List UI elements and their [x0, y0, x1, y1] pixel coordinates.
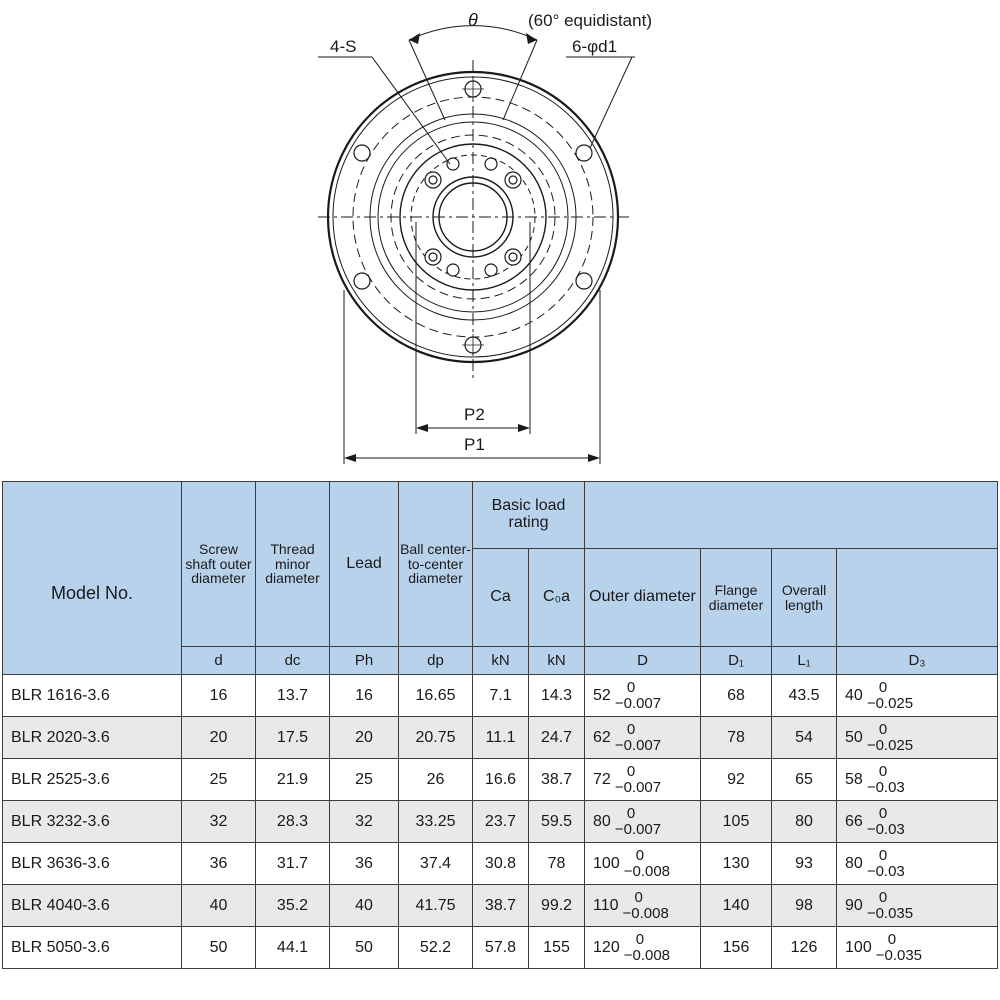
- header-unit-ca: kN: [473, 647, 529, 675]
- tolerance-lower: −0.035: [875, 946, 923, 964]
- c0a-cell: 99.2: [529, 885, 585, 927]
- tapped-hole: [509, 176, 517, 184]
- tolerance-lower: −0.007: [614, 736, 662, 754]
- tolerance-lower: −0.025: [866, 736, 914, 754]
- header-symbol-ph: Ph: [330, 647, 399, 675]
- d3-cell: [837, 927, 998, 969]
- flange-diameter-cell: 130: [701, 843, 772, 885]
- p2-label: P2: [464, 405, 485, 424]
- tolerance-base: 100: [593, 854, 620, 872]
- tolerance-upper: 0: [635, 846, 645, 864]
- ph-cell: 32: [330, 801, 399, 843]
- tolerance-upper: 0: [878, 888, 888, 906]
- tolerance-lower: −0.025: [866, 694, 914, 712]
- overall-length-cell: 54: [772, 717, 837, 759]
- header-thread-minor-diameter: Thread minor diameter: [256, 482, 330, 647]
- overall-length-cell: 43.5: [772, 675, 837, 717]
- dc-cell: 28.3: [256, 801, 330, 843]
- c0a-cell: 14.3: [529, 675, 585, 717]
- specification-table: [2, 481, 998, 969]
- table-row: [3, 717, 998, 759]
- c0a-cell: 78: [529, 843, 585, 885]
- small-hole: [485, 264, 497, 276]
- p1-label: P1: [464, 435, 485, 454]
- ca-cell: 7.1: [473, 675, 529, 717]
- tolerance-base: 80: [845, 854, 863, 872]
- p1-arrow-left: [344, 454, 356, 462]
- dp-cell: 52.2: [399, 927, 473, 969]
- tolerance-base: 66: [845, 812, 863, 830]
- flange-diameter-cell: 78: [701, 717, 772, 759]
- theta-label: θ: [468, 10, 478, 30]
- header-symbol-D3: D₃: [837, 647, 998, 675]
- dc-cell: 31.7: [256, 843, 330, 885]
- d3-cell: [837, 885, 998, 927]
- d3-cell: [837, 759, 998, 801]
- outer-diameter-cell: [585, 759, 701, 801]
- tolerance-upper: 0: [635, 930, 645, 948]
- theta-arrow-left: [409, 33, 420, 44]
- tolerance-upper: 0: [626, 762, 636, 780]
- dp-cell: 41.75: [399, 885, 473, 927]
- d-cell: 50: [182, 927, 256, 969]
- overall-length-cell: 98: [772, 885, 837, 927]
- tolerance-lower: −0.008: [622, 904, 669, 922]
- tap-label: 4-S: [330, 37, 357, 56]
- d-cell: 20: [182, 717, 256, 759]
- flange-diameter-cell: 156: [701, 927, 772, 969]
- c0a-cell: 155: [529, 927, 585, 969]
- overall-length-cell: 65: [772, 759, 837, 801]
- tolerance-upper: 0: [887, 930, 897, 948]
- header-nut-dimensions: [585, 482, 998, 549]
- tapped-hole: [429, 176, 437, 184]
- model-cell: BLR 5050-3.6: [3, 927, 182, 969]
- mounting-hole: [354, 145, 370, 161]
- p2-arrow-left: [416, 424, 428, 432]
- d-cell: 36: [182, 843, 256, 885]
- tolerance-lower: −0.008: [623, 946, 671, 964]
- tolerance-lower: −0.008: [623, 862, 671, 880]
- d-cell: 40: [182, 885, 256, 927]
- header-ball-center-diameter: Ball center-to-center diameter: [399, 482, 473, 647]
- center-lines: [318, 60, 630, 380]
- tolerance-base: 50: [845, 728, 863, 746]
- tolerance-upper: 0: [634, 888, 643, 906]
- hole-label: 6-φd1: [572, 37, 618, 56]
- tolerance-base: 80: [593, 812, 611, 830]
- tolerance-base: 52: [593, 686, 611, 704]
- tap-leader: [318, 57, 450, 164]
- ca-cell: 16.6: [473, 759, 529, 801]
- header-lead: Lead: [330, 482, 399, 647]
- tolerance-upper: 0: [878, 678, 888, 696]
- dc-cell: 44.1: [256, 927, 330, 969]
- dp-cell: 16.65: [399, 675, 473, 717]
- c0a-cell: 59.5: [529, 801, 585, 843]
- flange-diameter-cell: 105: [701, 801, 772, 843]
- tolerance-base: 62: [593, 728, 611, 746]
- tolerance-upper: 0: [626, 804, 636, 822]
- hole-leader: [566, 57, 635, 148]
- tolerance-lower: −0.03: [866, 820, 905, 838]
- c0a-cell: 24.7: [529, 717, 585, 759]
- model-cell: BLR 3232-3.6: [3, 801, 182, 843]
- ph-cell: 50: [330, 927, 399, 969]
- theta-arrow-right: [526, 33, 537, 44]
- ca-cell: 38.7: [473, 885, 529, 927]
- outer-diameter-cell: [585, 717, 701, 759]
- tolerance-lower: −0.007: [614, 778, 662, 796]
- header-symbol-d: d: [182, 647, 256, 675]
- mounting-hole: [576, 145, 592, 161]
- table-row: [3, 927, 998, 969]
- header-outer-diameter: Outer diameter: [585, 549, 701, 647]
- tapped-hole: [509, 253, 517, 261]
- tolerance-base: 72: [593, 770, 611, 788]
- p2-arrow-right: [518, 424, 530, 432]
- dp-cell: 20.75: [399, 717, 473, 759]
- ca-cell: 30.8: [473, 843, 529, 885]
- tolerance-base: 40: [845, 686, 863, 704]
- d3-cell: [837, 675, 998, 717]
- ph-cell: 20: [330, 717, 399, 759]
- header-d3-group: [837, 549, 998, 647]
- tolerance-base: 120: [593, 938, 620, 956]
- table-row: [3, 801, 998, 843]
- dc-cell: 17.5: [256, 717, 330, 759]
- tolerance-lower: −0.007: [614, 820, 662, 838]
- small-hole: [447, 264, 459, 276]
- c0a-cell: 38.7: [529, 759, 585, 801]
- header-ca: Ca: [473, 549, 529, 647]
- outer-diameter-cell: [585, 801, 701, 843]
- tolerance-lower: −0.03: [866, 778, 905, 796]
- ph-cell: 16: [330, 675, 399, 717]
- p1-arrow-right: [588, 454, 600, 462]
- outer-diameter-cell: [585, 675, 701, 717]
- ph-cell: 25: [330, 759, 399, 801]
- header-symbol-dc: dc: [256, 647, 330, 675]
- tolerance-upper: 0: [626, 720, 636, 738]
- header-model: Model No.: [3, 482, 182, 675]
- header-symbol-D1: D₁: [701, 647, 772, 675]
- d-cell: 25: [182, 759, 256, 801]
- d3-cell: [837, 801, 998, 843]
- header-unit-c0a: kN: [529, 647, 585, 675]
- model-cell: BLR 1616-3.6: [3, 675, 182, 717]
- tolerance-base: 100: [845, 938, 872, 956]
- dc-cell: 13.7: [256, 675, 330, 717]
- tapped-hole: [429, 253, 437, 261]
- mounting-hole: [354, 273, 370, 289]
- tolerance-upper: 0: [878, 720, 888, 738]
- tolerance-upper: 0: [878, 846, 888, 864]
- header-flange-diameter: Flange diameter: [701, 549, 772, 647]
- model-cell: BLR 4040-3.6: [3, 885, 182, 927]
- flange-drawing: [0, 0, 1000, 468]
- header-screw-shaft-outer-diameter: Screw shaft outer diameter: [182, 482, 256, 647]
- table-row: [3, 759, 998, 801]
- d-cell: 32: [182, 801, 256, 843]
- dc-cell: 35.2: [256, 885, 330, 927]
- d3-cell: [837, 843, 998, 885]
- outer-diameter-cell: [585, 843, 701, 885]
- outer-diameter-cell: [585, 927, 701, 969]
- ph-cell: 36: [330, 843, 399, 885]
- tolerance-upper: 0: [878, 804, 888, 822]
- small-hole: [447, 158, 459, 170]
- tolerance-lower: −0.03: [866, 862, 905, 880]
- flange-diameter-cell: 92: [701, 759, 772, 801]
- header-symbol-D: D: [585, 647, 701, 675]
- header-c0a: C₀a: [529, 549, 585, 647]
- tolerance-lower: −0.007: [614, 694, 662, 712]
- table-row: [3, 675, 998, 717]
- dp-cell: 26: [399, 759, 473, 801]
- dp-cell: 33.25: [399, 801, 473, 843]
- overall-length-cell: 80: [772, 801, 837, 843]
- overall-length-cell: 126: [772, 927, 837, 969]
- model-cell: BLR 3636-3.6: [3, 843, 182, 885]
- model-cell: BLR 2525-3.6: [3, 759, 182, 801]
- d3-cell: [837, 717, 998, 759]
- header-overall-length: Overall length: [772, 549, 837, 647]
- dc-cell: 21.9: [256, 759, 330, 801]
- outer-diameter-cell: [585, 885, 701, 927]
- flange-diameter-cell: 68: [701, 675, 772, 717]
- header-basic-load-rating: Basic load rating: [473, 482, 585, 549]
- header-symbol-L1: L₁: [772, 647, 837, 675]
- angle-note: (60° equidistant): [528, 11, 652, 30]
- ca-cell: 23.7: [473, 801, 529, 843]
- flange-diameter-cell: 140: [701, 885, 772, 927]
- small-hole: [485, 158, 497, 170]
- table-row: [3, 843, 998, 885]
- header-symbol-dp: dp: [399, 647, 473, 675]
- overall-length-cell: 93: [772, 843, 837, 885]
- table-row: [3, 885, 998, 927]
- ca-cell: 57.8: [473, 927, 529, 969]
- d-cell: 16: [182, 675, 256, 717]
- model-cell: BLR 2020-3.6: [3, 717, 182, 759]
- tolerance-upper: 0: [878, 762, 888, 780]
- tolerance-base: 58: [845, 770, 863, 788]
- tolerance-base: 110: [593, 896, 619, 914]
- tolerance-upper: 0: [626, 678, 636, 696]
- dp-cell: 37.4: [399, 843, 473, 885]
- tolerance-base: 90: [845, 896, 863, 914]
- ca-cell: 11.1: [473, 717, 529, 759]
- tolerance-lower: −0.035: [866, 904, 914, 922]
- mounting-hole: [576, 273, 592, 289]
- ph-cell: 40: [330, 885, 399, 927]
